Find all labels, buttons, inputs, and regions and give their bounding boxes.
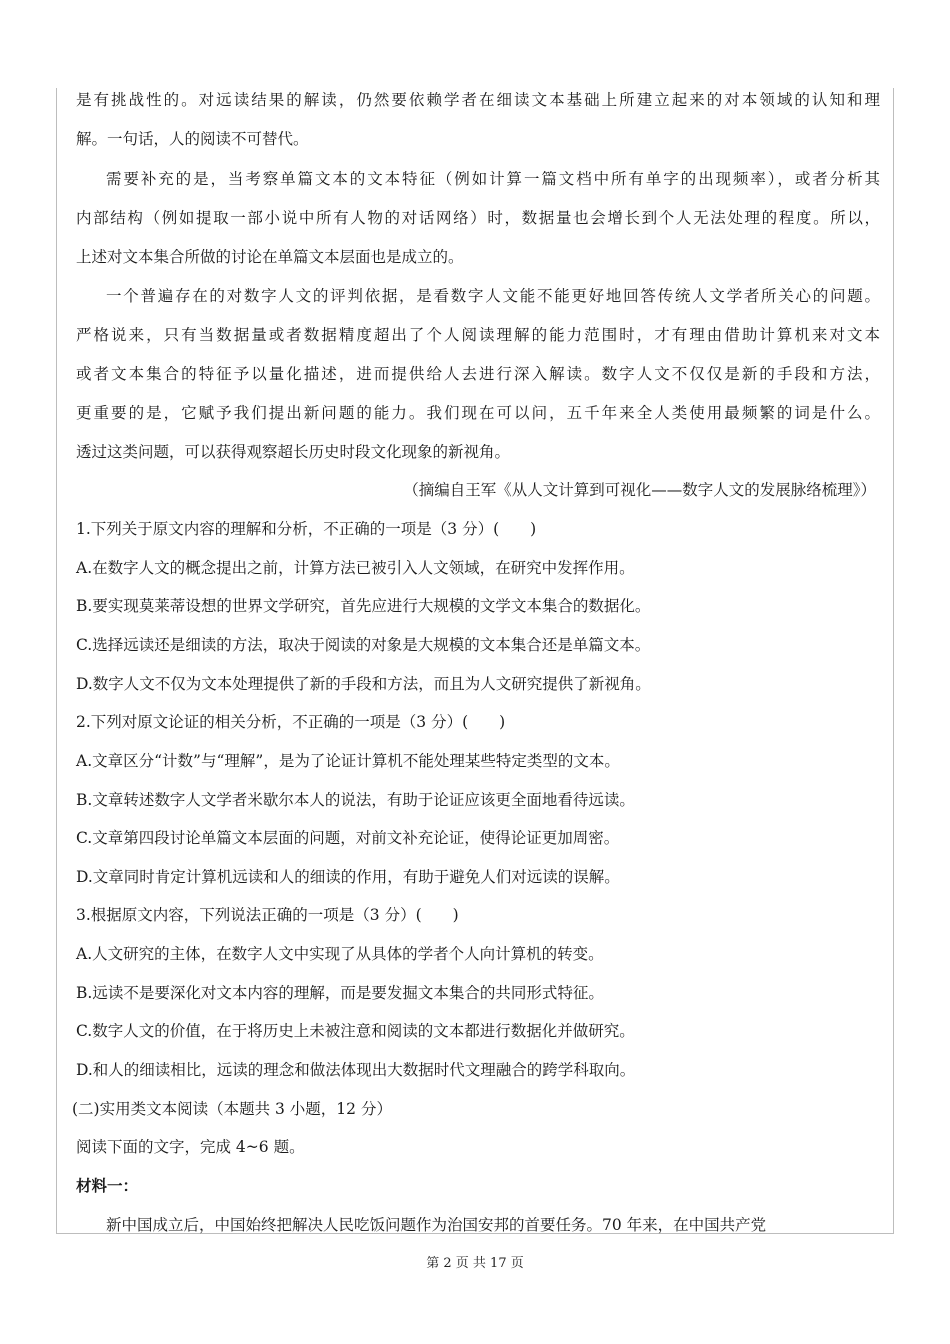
question-3-option-b: B.远读不是要深化对文本内容的理解，而是要发掘文本集合的共同形式特征。 <box>76 984 604 1002</box>
passage-line: 内部结构（例如提取一部小说中所有人物的对话网络）时，数据量也会增长到个人无法处理的程度。所以， <box>76 209 880 227</box>
instruction-text: 阅读下面的文字，完成 4~6 题。 <box>76 1138 305 1156</box>
question-1-option-b: B.要实现莫莱蒂设想的世界文学研究，首先应进行大规模的文学文本集合的数据化。 <box>76 597 651 615</box>
question-1-option-d: D.数字人文不仅为文本处理提供了新的手段和方法，而且为人文研究提供了新视角。 <box>76 675 651 693</box>
question-stem-2: 2.下列对原文论证的相关分析，不正确的一项是（3 分）( ) <box>76 713 506 731</box>
question-stem-1: 1.下列关于原文内容的理解和分析，不正确的一项是（3 分）( ) <box>76 520 537 538</box>
question-2-option-a: A.文章区分“计数”与“理解”，是为了论证计算机不能处理某些特定类型的文本。 <box>76 752 620 770</box>
passage-line: 是有挑战性的。对远读结果的解读，仍然要依赖学者在细读文本基础上所建立起来的对本领域的认知和理 <box>76 91 880 109</box>
question-2-option-b: B.文章转述数字人文学者米歇尔本人的说法，有助于论证应该更全面地看待远读。 <box>76 791 635 809</box>
question-3-option-c: C.数字人文的价值，在于将历史上未被注意和阅读的文本都进行数据化并做研究。 <box>76 1022 635 1040</box>
passage-line: 需要补充的是，当考察单篇文本的文本特征（例如计算一篇文档中所有单字的出现频率），或者分析其 <box>106 170 880 188</box>
section-title: (二)实用类文本阅读（本题共 3 小题，12 分） <box>72 1100 392 1118</box>
material-label: 材料一： <box>76 1176 139 1195</box>
question-1-option-c: C.选择远读还是细读的方法，取决于阅读的对象是大规模的文本集合还是单篇文本。 <box>76 636 651 654</box>
passage-line: 透过这类问题，可以获得观察超长历史时段文化现象的新视角。 <box>76 443 511 461</box>
question-3-option-a: A.人文研究的主体，在数字人文中实现了从具体的学者个人向计算机的转变。 <box>76 945 604 963</box>
passage-line: 或者文本集合的特征予以量化描述，进而提供给人去进行深入解读。数字人文不仅仅是新的手段和方法， <box>76 365 880 383</box>
question-1-option-a: A.在数字人文的概念提出之前，计算方法已被引入人文领域，在研究中发挥作用。 <box>76 559 635 577</box>
material-text-line: 新中国成立后，中国始终把解决人民吃饭问题作为治国安邦的首要任务。70 年来，在中国共产党 <box>106 1216 767 1234</box>
passage-line: 严格说来，只有当数据量或者数据精度超出了个人阅读理解的能力范围时，才有理由借助计算机来对文本 <box>76 326 880 344</box>
question-3-option-d: D.和人的细读相比，远读的理念和做法体现出大数据时代文理融合的跨学科取向。 <box>76 1061 636 1079</box>
passage-line: 一个普遍存在的对数字人文的评判依据，是看数字人文能不能更好地回答传统人文学者所关心的问题。 <box>106 287 880 305</box>
passage-line: 解。一句话，人的阅读不可替代。 <box>76 130 309 148</box>
source-attribution: （摘编自王军《从人文计算到可视化——数字人文的发展脉络梳理》） <box>403 481 876 499</box>
question-2-option-c: C.文章第四段讨论单篇文本层面的问题，对前文补充论证，使得论证更加周密。 <box>76 829 620 847</box>
question-2-option-d: D.文章同时肯定计算机远读和人的细读的作用，有助于避免人们对远读的误解。 <box>76 868 620 886</box>
page-number-footer: 第 2 页 共 17 页 <box>426 1256 524 1271</box>
passage-line: 上述对文本集合所做的讨论在单篇文本层面也是成立的。 <box>76 248 464 266</box>
passage-line: 更重要的是，它赋予我们提出新问题的能力。我们现在可以问，五千年来全人类使用最频繁的词是什么。 <box>76 404 880 422</box>
question-stem-3: 3.根据原文内容，下列说法正确的一项是（3 分）( ) <box>76 906 459 924</box>
